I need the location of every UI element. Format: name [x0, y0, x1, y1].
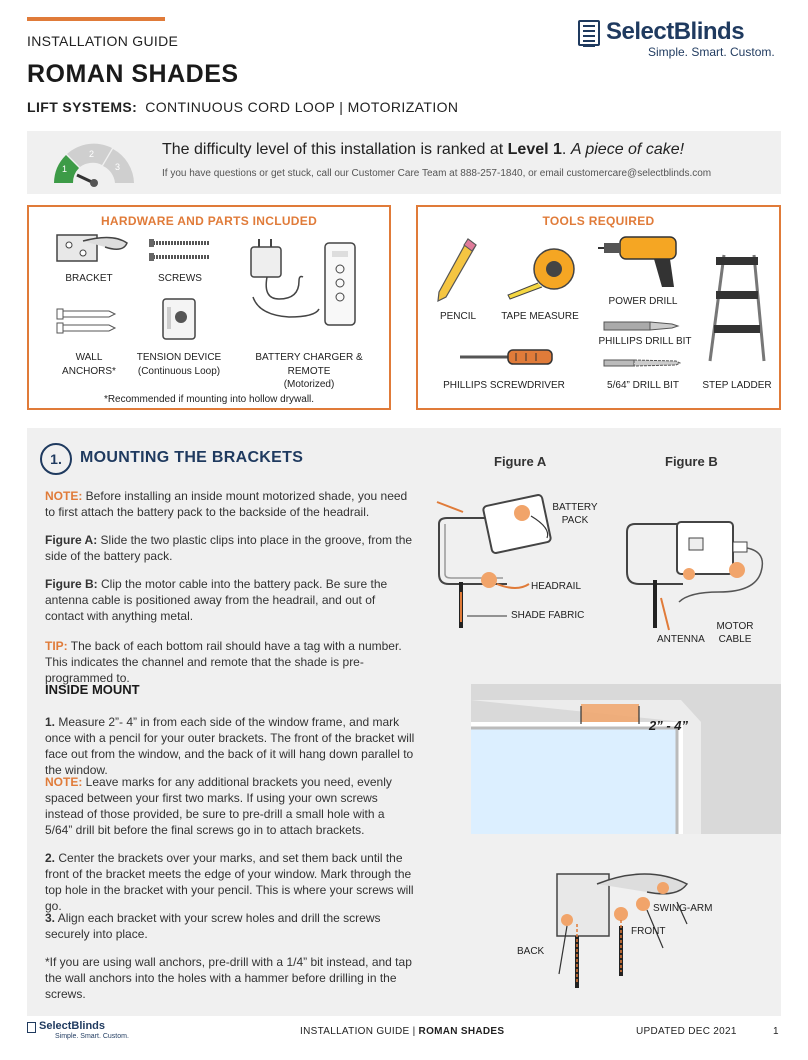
- gauge-level-3: 3: [115, 162, 121, 172]
- window-measure-diagram: [471, 684, 781, 834]
- back-callout: BACK: [517, 946, 545, 957]
- selectblinds-logo: [578, 20, 778, 60]
- charger-remote-icon: [239, 237, 369, 333]
- hardware-anchors-label: WALL ANCHORS*: [62, 352, 116, 377]
- figure-b-label: Figure B: [665, 454, 718, 469]
- battery-pack-callout: BATTERY PACK: [552, 502, 598, 526]
- page-number: 1: [773, 1026, 779, 1037]
- contact-info: If you have questions or get stuck, call our Customer Care Team at 888-257-1840, or email customercare@selectblinds.com: [162, 168, 712, 179]
- front-callout: FRONT: [631, 926, 666, 937]
- logo-name: SelectBlinds: [606, 18, 745, 45]
- footer-logo: [27, 1020, 137, 1044]
- gauge-level-2: 2: [89, 149, 95, 159]
- figure-a-label: Figure A: [494, 454, 547, 469]
- tape-measure-icon: [502, 247, 580, 301]
- tool-drill-bit-label: 5/64” DRILL BIT: [607, 380, 679, 391]
- step-1-paragraph: 1. Measure 2”- 4” in from each side of the window frame, and mark once with a pencil for your outer brackets. The front of the bracket will face out from the window, and the back of it will hang down parallel to the window.: [45, 715, 415, 777]
- wall-anchors-icon: [53, 303, 123, 339]
- header-accent-bar: [27, 17, 165, 21]
- tool-drill-label: POWER DRILL: [608, 296, 678, 307]
- footer-center: INSTALLATION GUIDE | ROMAN SHADES: [300, 1026, 505, 1037]
- phillips-bit-icon: [602, 319, 682, 333]
- motor-cable-callout: MOTOR CABLE: [716, 621, 754, 645]
- tool-ladder-label: STEP LADDER: [702, 380, 772, 391]
- hardware-charger-label: BATTERY CHARGER & REMOTE (Motorized): [255, 352, 363, 390]
- tool-pencil-label: PENCIL: [439, 311, 477, 322]
- hardware-bracket-label: BRACKET: [65, 273, 113, 284]
- step-ladder-icon: [706, 251, 768, 365]
- difficulty-prefix: The difficulty level of this installation is ranked at: [162, 141, 508, 158]
- tool-phillips-bit-label: PHILLIPS DRILL BIT: [598, 336, 692, 347]
- measure-callout: 2” - 4”: [649, 718, 689, 733]
- difficulty-banner: [27, 131, 781, 194]
- hardware-title: HARDWARE AND PARTS INCLUDED: [100, 214, 318, 228]
- footer-updated: UPDATED DEC 2021: [636, 1026, 737, 1037]
- note-paragraph: NOTE: Before installing an inside mount motorized shade, you need to first attach the battery pack to the backside of the headrail.: [45, 489, 408, 519]
- difficulty-level: Level 1: [507, 141, 562, 158]
- difficulty-text: The difficulty level of this installation is ranked at Level 1. A piece of cake!: [162, 141, 685, 158]
- power-drill-icon: [598, 231, 694, 291]
- tools-title: TOOLS REQUIRED: [542, 214, 655, 228]
- logo-tagline: Simple. Smart. Custom.: [648, 45, 775, 59]
- note-2-paragraph: NOTE: Leave marks for any additional brackets you need, evenly spaced between your first two marks. If using your own screws instead of those provided, be sure to pre-drill a small hole with a 5/64” drill bit before the final screws go in to attach brackets.: [45, 775, 392, 837]
- step-title: MOUNTING THE BRACKETS: [80, 449, 304, 466]
- screws-icon: [147, 235, 217, 265]
- hardware-screws-label: SCREWS: [158, 273, 202, 284]
- guide-label: INSTALLATION GUIDE: [27, 33, 179, 49]
- subtitle-lead: LIFT SYSTEMS:: [27, 99, 138, 115]
- figure-b-diagram: [619, 508, 769, 638]
- footer-logo-name: SelectBlinds: [39, 1020, 106, 1032]
- difficulty-tagline: A piece of cake!: [570, 141, 685, 158]
- blinds-logo-icon: [578, 20, 600, 46]
- subtitle: [27, 99, 458, 115]
- hardware-note: *Recommended if mounting into hollow drywall.: [103, 394, 315, 405]
- gauge-level-1: 1: [62, 164, 68, 174]
- hardware-tension-label: TENSION DEVICE (Continuous Loop): [136, 352, 222, 377]
- headrail-callout: HEADRAIL: [531, 581, 582, 592]
- step-3-paragraph: 3. Align each bracket with your screw holes and drill the screws securely into place.: [45, 911, 381, 941]
- swing-arm-callout: SWING-ARM: [653, 903, 713, 914]
- footer-logo-icon: [27, 1022, 36, 1033]
- tension-device-icon: [157, 295, 201, 343]
- figure-a-paragraph: Figure A: Slide the two plastic clips into place in the groove, from the side of the battery pack.: [45, 533, 413, 563]
- figure-b-paragraph: Figure B: Clip the motor cable into the battery pack. Be sure the antenna cable is positioned away from the headrail, and out of contact with anything metal.: [45, 577, 388, 623]
- tip-paragraph: TIP: The back of each bottom rail should have a tag with a number. This indicates the channel and remote that the shade is pre-programmed to.: [45, 639, 402, 685]
- inside-mount-heading: INSIDE MOUNT: [45, 682, 140, 697]
- hardware-box: [27, 205, 391, 410]
- page-title: ROMAN SHADES: [27, 60, 239, 88]
- step-1-section: [27, 428, 781, 1016]
- screwdriver-icon: [456, 347, 556, 367]
- subtitle-rest: CONTINUOUS CORD LOOP | MOTORIZATION: [145, 99, 459, 115]
- tool-tape-label: TAPE MEASURE: [501, 311, 579, 322]
- shade-fabric-callout: SHADE FABRIC: [511, 610, 585, 621]
- bracket-icon: [53, 231, 133, 271]
- anchor-paragraph: *If you are using wall anchors, pre-drill with a 1/4” bit instead, and tap the wall anchors into the holes with a hammer before drilling in the screws.: [45, 955, 412, 1001]
- antenna-callout: ANTENNA: [657, 634, 705, 645]
- drill-bit-icon: [602, 357, 682, 369]
- tools-box: [416, 205, 781, 410]
- step-number: 1.: [40, 443, 72, 475]
- pencil-icon: [432, 235, 482, 307]
- difficulty-gauge-icon: [49, 135, 139, 191]
- tool-screwdriver-label: PHILLIPS SCREWDRIVER: [443, 380, 565, 391]
- step-2-paragraph: 2. Center the brackets over your marks, and set them back until the front of the bracket meets the edge of your window. Mark through the top hole in the bracket with your pencil. This is where your screws will go.: [45, 851, 414, 913]
- footer-logo-tagline: Simple. Smart. Custom.: [55, 1033, 129, 1040]
